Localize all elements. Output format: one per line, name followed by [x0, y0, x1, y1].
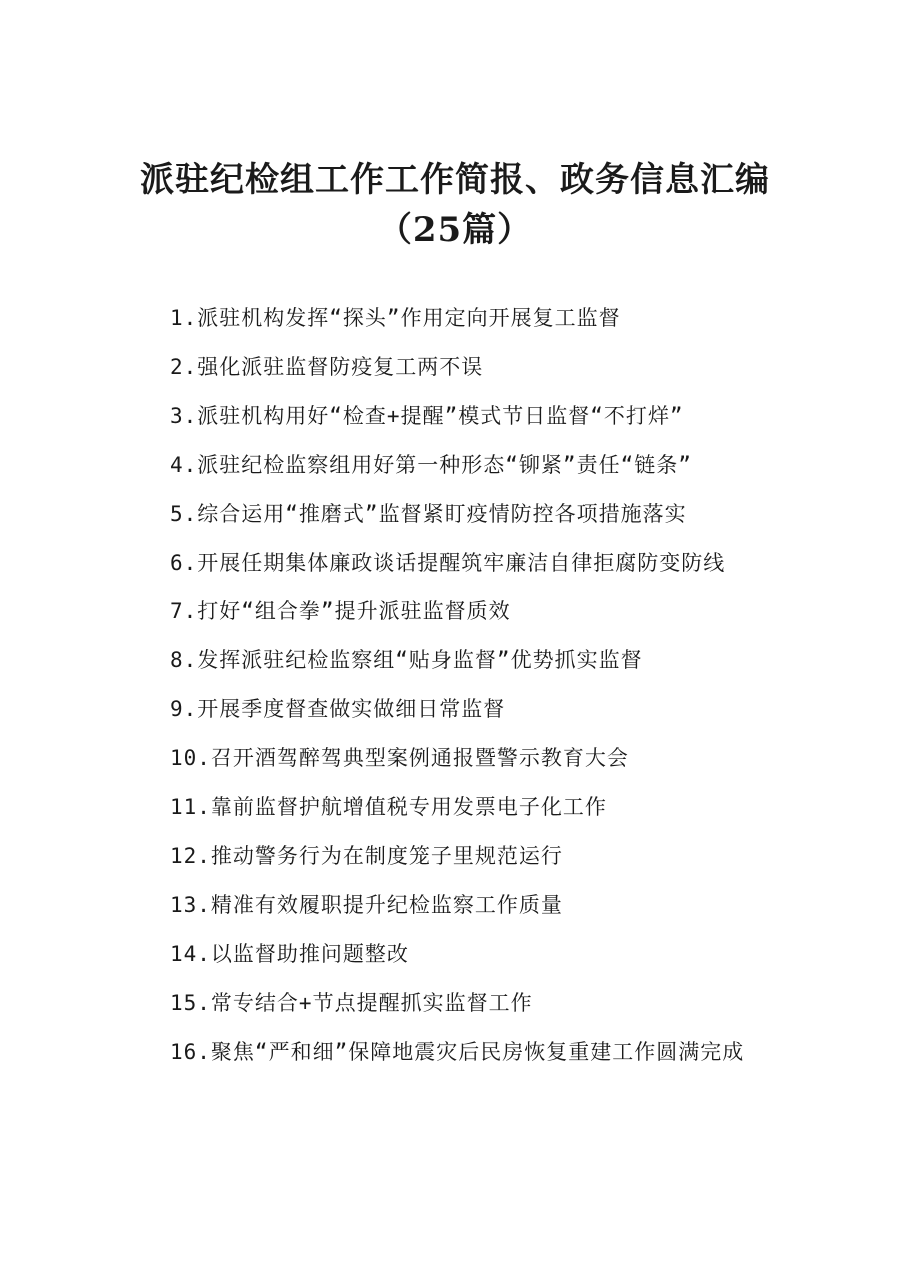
toc-item-4: 4.派驻纪检监察组用好第一种形态“铆紧”责任“链条” [170, 452, 692, 477]
toc-item-15: 15.常专结合+节点提醒抓实监督工作 [170, 990, 533, 1015]
toc-item-7: 7.打好“组合拳”提升派驻监督质效 [170, 599, 511, 624]
toc-item-11: 11.靠前监督护航增值税专用发票电子化工作 [170, 795, 607, 820]
toc-item-6: 6.开展任期集体廉政谈话提醒筑牢廉洁自律拒腐防变防线 [170, 550, 726, 575]
document-title: 派驻纪检组工作工作简报、政务信息汇编（25篇） [140, 160, 770, 250]
toc-item-10: 10.召开酒驾醉驾典型案例通报暨警示教育大会 [170, 746, 629, 771]
toc-item-3: 3.派驻机构用好“检查+提醒”模式节日监督“不打烊” [170, 403, 684, 428]
toc-item-8: 8.发挥派驻纪检监察组“贴身监督”优势抓实监督 [170, 648, 643, 673]
toc-item-13: 13.精准有效履职提升纪检监察工作质量 [170, 892, 563, 917]
toc-item-12: 12.推动警务行为在制度笼子里规范运行 [170, 843, 563, 868]
toc-item-14: 14.以监督助推问题整改 [170, 941, 409, 966]
toc-list [120, 294, 810, 1076]
toc-item-16: 16.聚焦“严和细”保障地震灾后民房恢复重建工作圆满完成 [170, 1039, 745, 1064]
toc-item-1: 1.派驻机构发挥“探头”作用定向开展复工监督 [170, 306, 621, 330]
toc-item-5: 5.综合运用“推磨式”监督紧盯疫情防控各项措施落实 [170, 501, 687, 526]
toc-item-9: 9.开展季度督查做实做细日常监督 [170, 697, 506, 722]
toc-item-2: 2.强化派驻监督防疫复工两不误 [170, 354, 484, 379]
